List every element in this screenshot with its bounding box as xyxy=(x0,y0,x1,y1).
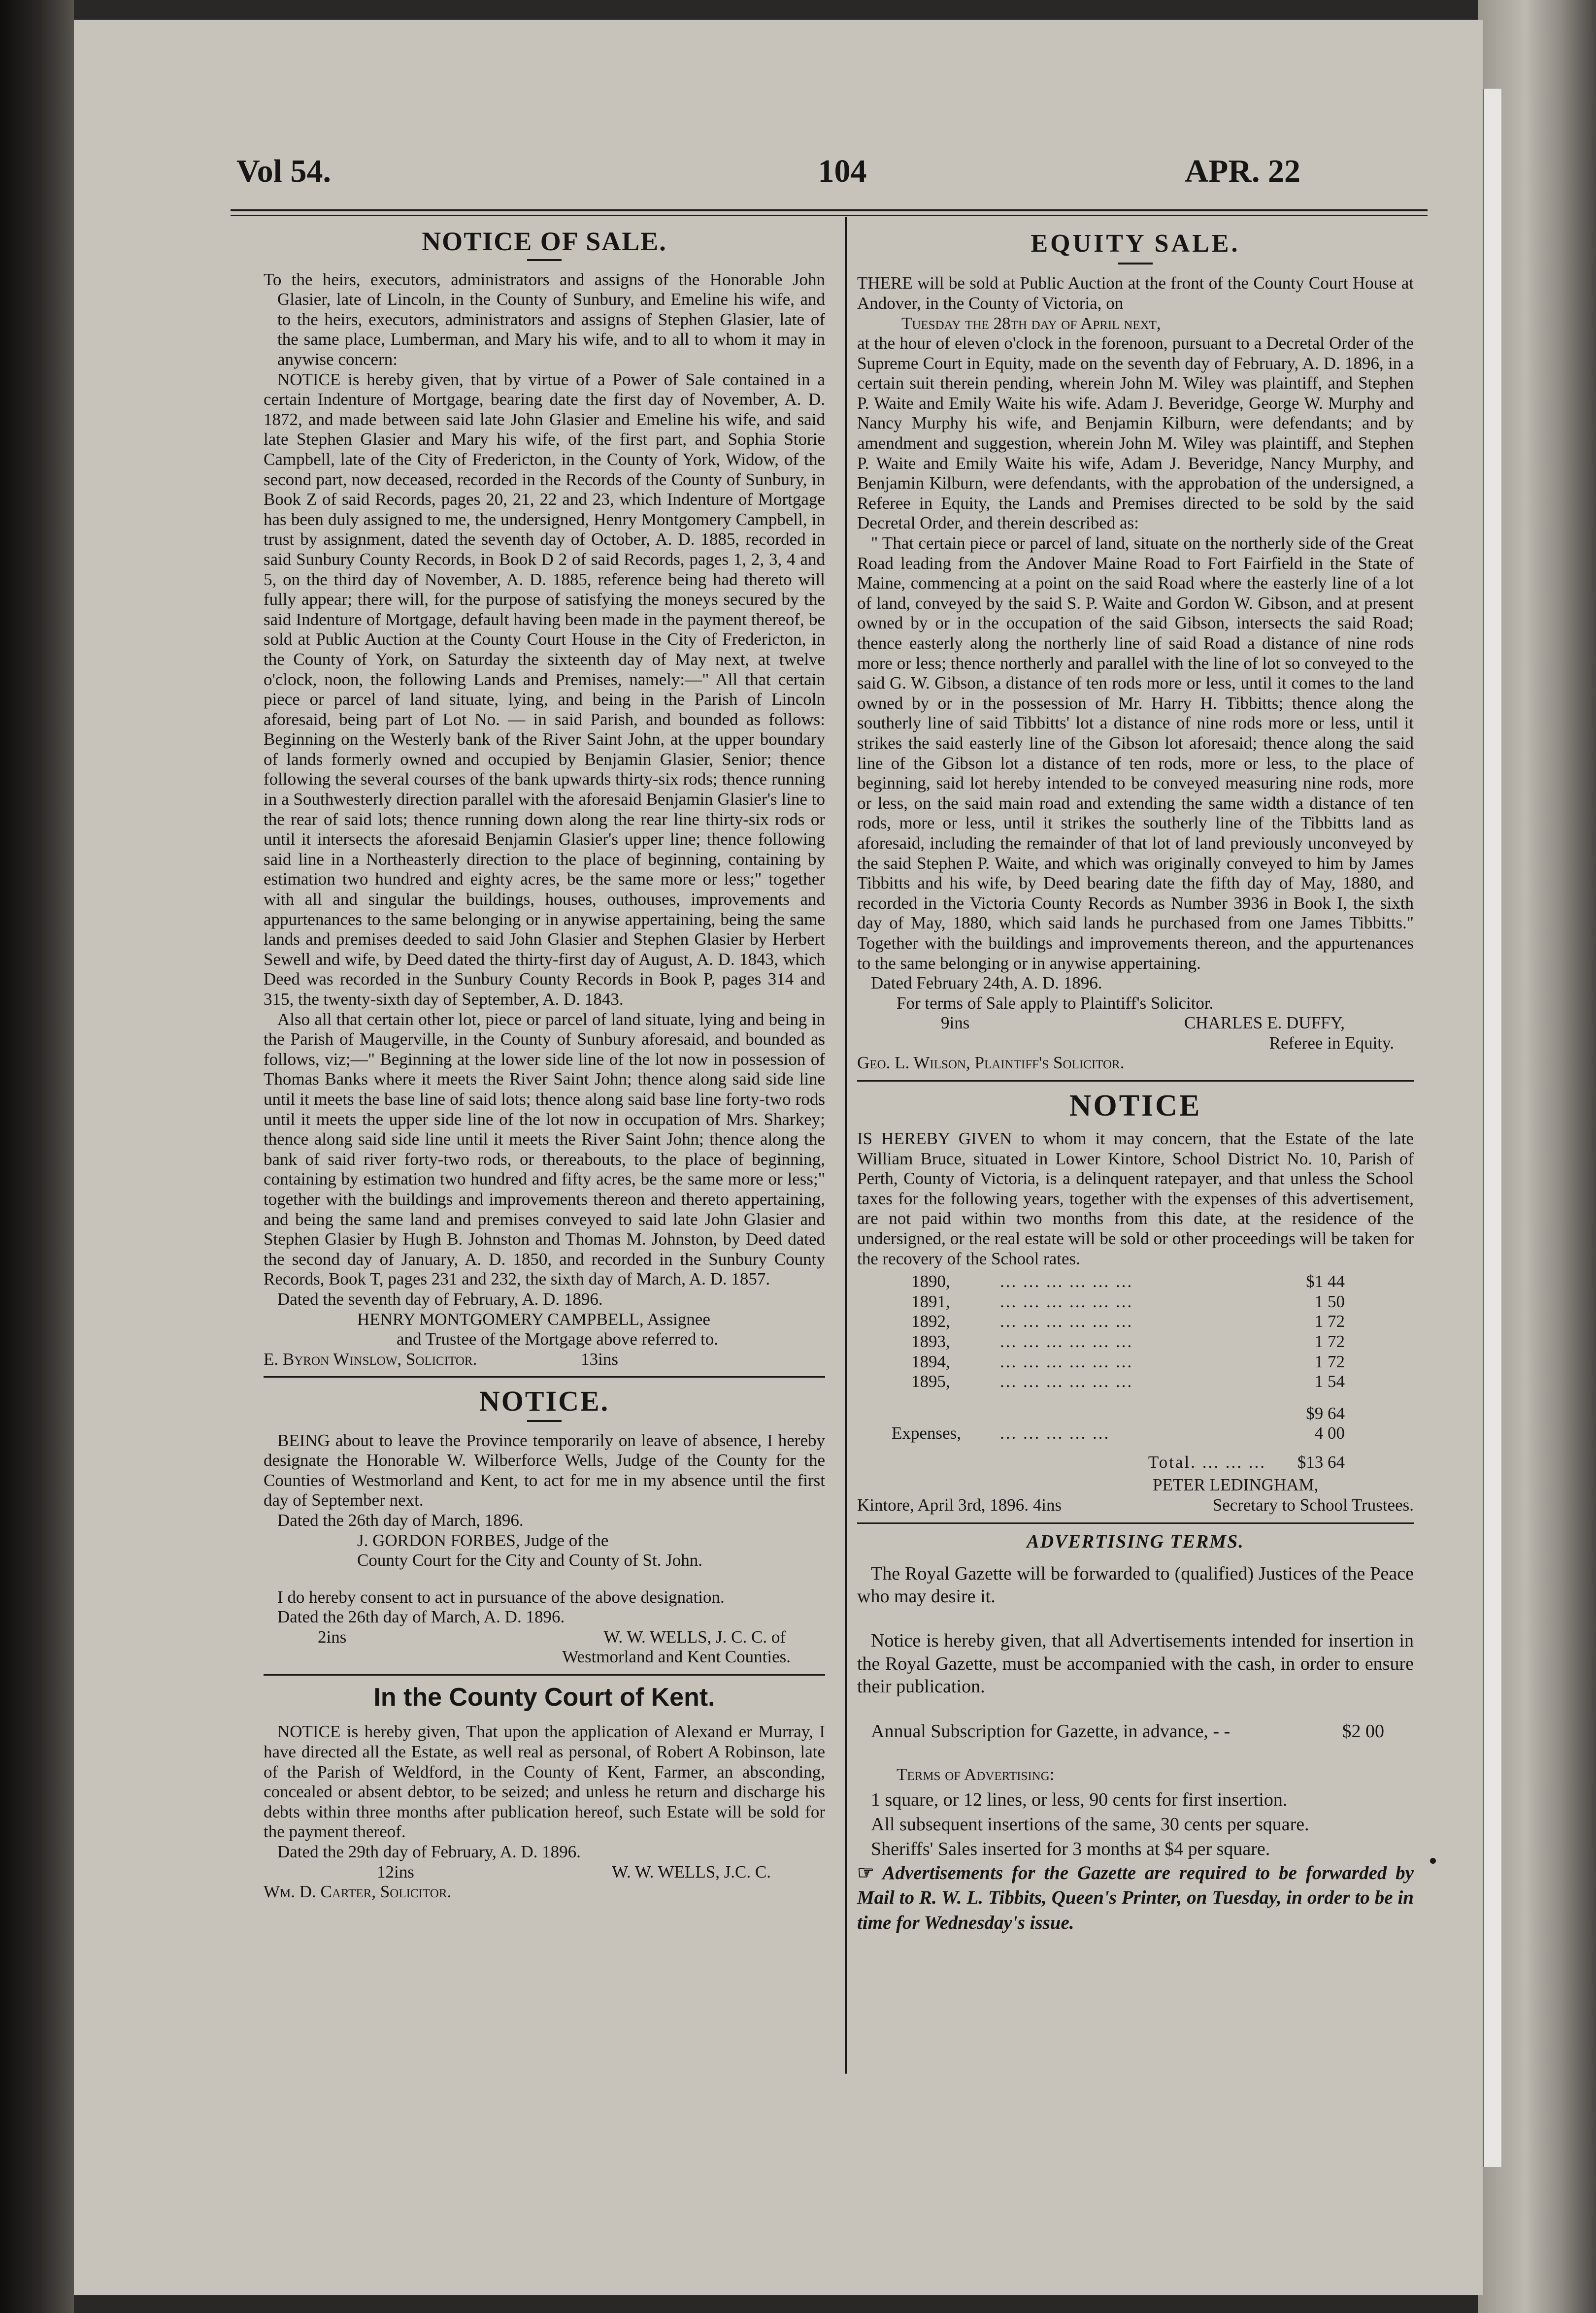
notice-of-sale-address: To the heirs, executors, administrators and assigns of the Honorable John Glasier, late of Lincoln, in the County of Sunbury, and Emeline his wife, and to the heirs, executors, administrators and assigns of Stephen Glasier, late of the same place, Lumberman, and Mary his wife, and to all to whom it may in anywise concern: xyxy=(264,269,825,369)
equity-sale-title: EQUITY SALE. xyxy=(1031,230,1240,258)
notice-bruce-signer: PETER LEDINGHAM, xyxy=(1153,1475,1319,1495)
equity-sale-signer: CHARLES E. DUFFY, xyxy=(1184,1013,1345,1033)
title-dash xyxy=(527,1420,562,1422)
tax-row: 1893, ... ... ... ... ... ... 1 72 xyxy=(911,1331,1345,1351)
notice-bruce-insertions: 4ins xyxy=(1032,1495,1062,1515)
title-dash xyxy=(1118,263,1153,264)
equity-sale-solicitor: Geo. L. Wilson, Plaintiff's Solicitor. xyxy=(857,1053,1125,1073)
terms-heading: Terms of Advertising: xyxy=(897,1764,1055,1784)
advertising-terms xyxy=(857,1531,1414,1936)
term-subsequent: All subsequent insertions of the same, 30 cents per square. xyxy=(871,1814,1309,1835)
notice-bruce-signer-title: Secretary to School Trustees. xyxy=(1212,1495,1414,1515)
pointing-hand-icon: ☞ xyxy=(857,1862,874,1883)
tax-subtotal-row xyxy=(911,1404,1345,1424)
tax-total-row: Total. ... ... ... $13 64 xyxy=(1148,1452,1345,1472)
notice-forbes-signer: J. GORDON FORBES, Judge of the xyxy=(357,1530,609,1550)
advertising-cash-notice: Notice is hereby given, that all Advertisements intended for insertion in the Royal Gazette, must be accompanied with the cash, in order to ensure their publication. xyxy=(857,1630,1414,1697)
notice-of-sale-body: NOTICE is hereby given, that by virtue of a Power of Sale contained in a certain Indenture of Mortgage, bearing date the first day of November, A. D. 1872, and made between said late John Glasier and Emeline his wife, and said late Stephen Glasier and Mary his wife, of the first part, and Sophia Storie Campbell, late of the City of Fredericton, in the County of York, Widow, of the second part, now deceased, recorded in the Records of the County of Sunbury, in Book Z of said Records, pages 20, 21, 22 and 23, which Indenture of Mortgage has been duly assigned to me, the undersigned, Henry Montgomery Campbell, in trust by assignment, dated the seventh day of October, A. D. 1885, recorded in said Sunbury County Records, in Book D 2 of said Records, pages 1, 2, 3, 4 and 5, on the third day of November, A. D. 1885, reference being had thereto will fully appear; there will, for the purpose of satisfying the moneys secured by the said Indenture of Mortgage, default having been made in the payment thereof, be sold at Public Auction at the County Court House in the City of Fredericton, in the County of York, on Saturday the sixteenth day of May next, at twelve o'clock, noon, the following Lands and Premises, namely:—" All that certain piece or parcel of land situate, lying, and being in the Parish of Lincoln aforesaid, being part of Lot No. — in said Parish, and bounded as follows: Beginning on the Westerly bank of the River Saint John, at the upper boundary of lands formerly owned and occupied by Benjamin Glasier, Senior; thence following the several courses of the bank upwards thirty-six rods; thence running in a Southwesterly direction parallel with the aforesaid Benjamin Glasier's line to the rear of said lots; thence running down along the rear line thirty-six rods or until it intersects the aforesaid Benjamin Glasier's upper line; thence following said line in a Northeasterly direction to the place of beginning, containing by estimation two hundred and eighty acres, be the same more or less;" together with all and singular the buildings, houses, outhouses, improvements and appurtenances to the same belonging or in anywise appertaining, being the same lands and premises deeded to said John Glasier and Stephen Glasier by Herbert Sewell and wife, by Deed dated the thirty-first day of August, A. D. 1843, which Deed was recorded in the Sunbury County Records in Book P, pages 314 and 315, the twenty-sixth day of September, A. D. 1843. xyxy=(264,369,825,1009)
tax-table xyxy=(892,1272,1345,1472)
notice-forbes xyxy=(264,1385,825,1667)
subscription-price: $2 00 xyxy=(1342,1720,1384,1742)
tax-subtotal: $9 64 xyxy=(1306,1403,1345,1423)
subscription-label: Annual Subscription for Gazette, in advance, - - xyxy=(871,1720,1230,1742)
newspaper-page xyxy=(74,20,1483,2295)
notice-bruce xyxy=(857,1089,1414,1516)
equity-sale-date-line: Tuesday the 28th day of April next, xyxy=(901,313,1161,333)
advertising-justices: The Royal Gazette will be forwarded to (qualified) Justices of the Peace who may desire it. xyxy=(857,1563,1414,1607)
kent-court-title: In the County Court of Kent. xyxy=(373,1683,715,1712)
notice-of-sale-signer: HENRY MONTGOMERY CAMPBELL, Assignee xyxy=(357,1309,710,1329)
ink-dot xyxy=(1430,1858,1436,1864)
tax-row: 1892, ... ... ... ... ... ... 1 72 xyxy=(911,1312,1345,1331)
tax-row: 1895, ... ... ... ... ... ... 1 54 xyxy=(911,1372,1345,1391)
notice-of-sale xyxy=(264,226,825,1369)
notice-forbes-signer-2: W. W. WELLS, J. C. C. of xyxy=(603,1627,786,1647)
kent-court-solicitor: Wm. D. Carter, Solicitor. xyxy=(264,1882,452,1902)
notice-bruce-place-date: Kintore, April 3rd, 1896. xyxy=(857,1495,1029,1515)
notice-bruce-body: IS HEREBY GIVEN to whom it may concern, that the Estate of the late William Bruce, situated in Lower Kintore, School District No. 10, Parish of Perth, County of Victoria, is a delinquent ratepayer, and that unless the School taxes for the following years, together with the expenses of this advertisement, are not paid within two months from this date, at the residence of the undersigned, or the real estate will be sold or other proceedings will be taken for the recovery of the School rates. xyxy=(857,1128,1414,1268)
notice-forbes-insertions: 2ins xyxy=(318,1627,347,1647)
notice-of-sale-dated: Dated the seventh day of February, A. D. 1896. xyxy=(277,1289,603,1309)
section-rule xyxy=(857,1080,1414,1082)
kent-court-notice xyxy=(264,1683,825,1902)
kent-court-signer: W. W. WELLS, J.C. C. xyxy=(612,1862,771,1882)
notice-forbes-dated-2: Dated the 26th day of March, A. D. 1896. xyxy=(277,1607,565,1627)
kent-court-body: NOTICE is hereby given, That upon the application of Alexand er Murray, I have directed all the Estate, as well real as personal, of Robert A Robinson, late of the Parish of Weldford, in the County of Kent, Farmer, an absconding, concealed or absent debtor, to be seized; and unless he return and discharge his debts within three months after publication hereof, such Estate will be sold for the payment thereof. xyxy=(264,1722,825,1842)
equity-sale-terms: For terms of Sale apply to Plaintiff's Solicitor. xyxy=(897,993,1214,1013)
page-edge xyxy=(1483,89,1501,2167)
notice-forbes-body: BEING about to leave the Province temporarily on leave of absence, I hereby designate the Honorable W. Wilberforce Wells, Judge of the County for the Counties of Westmorland and Kent, to act for me in my absence until the first day of September next. xyxy=(264,1430,825,1510)
advertising-title: ADVERTISING TERMS. xyxy=(1027,1531,1244,1552)
column-divider xyxy=(845,217,847,2074)
scan-binding-shadow xyxy=(0,0,74,2313)
equity-sale-description: " That certain piece or parcel of land, situate on the northerly side of the Great Road leading from the Andover Maine Road to Fort Fairfield in the State of Maine, commencing at a point on the said Road where the easterly line of a lot of land, conveyed by the said S. P. Waite and Gordon W. Gibson, and at present owned by or in the occupation of the said Gibson, intersects the said Road; thence easterly along the northerly line of said Road a distance of nine rods more or less; thence northerly and parallel with the line of lot so conveyed to the said G. W. Gibson, a distance of ten rods more or less, until it comes to the land owned by or in the possession of Mr. Harry H. Tibbitts; thence along the southerly line of said Tibbitts' lot a distance of nine rods more or less, until it strikes the said easterly line of the Gibson lot aforesaid; thence along the said line of the Gibson lot a distance of ten rods, more or less, to the place of beginning, said lot hereby intended to be conveyed measuring nine rods, more or less, on the said main road and extending the same width a distance of ten rods, more or less, until it strikes the southerly line of the Tibbitts land as aforesaid, including the remainder of that lot of land previously unconveyed by the said Stephen P. Waite, and which was originally conveyed to him by James Tibbitts and his wife, by Deed bearing date the fifth day of May, 1880, and recorded in the Victoria County Records as Number 3936 in Book I, the sixth day of May, 1880, which said lands he purchased from one James Tibbitts." Together with the buildings and improvements thereon, and the appurtenances to the same belonging or in anywise appertaining. xyxy=(857,533,1414,973)
mail-notice xyxy=(857,1861,1414,1936)
equity-sale-body: at the hour of eleven o'clock in the forenoon, pursuant to a Decretal Order of the Supreme Court in Equity, made on the seventh day of February, A. D. 1896, in a certain suit therein pending, wherein John M. Wiley was plaintiff, and Stephen P. Waite and Emily Waite his wife. Adam J. Beveridge, George W. Murphy and Nancy Murphy his wife, and Benjamin Kilburn, were defendants; and by amendment and suggestion, wherein John M. Wiley was plaintiff, and Stephen P. Waite and Emily Waite his wife, Adam J. Beveridge, Nancy Murphy, and Benjamin Kilburn, were defendants, with the approbation of the undersigned, a Referee in Equity, the Lands and Premises directed to be sold by the said Decretal Order, and therein described as: xyxy=(857,333,1414,533)
header-rule xyxy=(231,209,1428,211)
notice-of-sale-insertions: 13ins xyxy=(581,1349,618,1369)
issue-date: APR. 22 xyxy=(1185,153,1300,189)
section-rule xyxy=(264,1674,825,1676)
equity-sale-signer-title: Referee in Equity. xyxy=(1269,1033,1394,1053)
equity-sale-insertions: 9ins xyxy=(941,1013,970,1033)
left-column xyxy=(264,219,825,1902)
title-dash xyxy=(527,259,562,261)
notice-forbes-dated: Dated the 26th day of March, 1896. xyxy=(277,1510,524,1530)
notice-of-sale-title: NOTICE OF SALE. xyxy=(422,227,667,256)
tax-row: 1891, ... ... ... ... ... ... 1 50 xyxy=(911,1291,1345,1311)
notice-of-sale-solicitor: E. Byron Winslow, Solicitor. xyxy=(264,1349,477,1369)
page-number: 104 xyxy=(818,153,867,189)
header-rule-thin xyxy=(231,215,1428,216)
section-rule xyxy=(264,1376,825,1378)
section-rule xyxy=(857,1522,1414,1524)
notice-of-sale-signer-title: and Trustee of the Mortgage above referred to. xyxy=(397,1329,719,1349)
tax-row: 1890, ... ... ... ... ... ... $1 44 xyxy=(911,1272,1345,1291)
notice-forbes-signer-title: County Court for the City and County of St. John. xyxy=(357,1551,702,1570)
kent-court-insertions: 12ins xyxy=(377,1862,414,1882)
equity-sale-intro: THERE will be sold at Public Auction at the front of the County Court House at Andover, in the County of Victoria, on xyxy=(857,273,1414,313)
tax-row: 1894, ... ... ... ... ... ... 1 72 xyxy=(911,1352,1345,1371)
notice-forbes-consent: I do hereby consent to act in pursuance of the above designation. xyxy=(277,1587,725,1607)
term-sheriffs-sales: Sheriffs' Sales inserted for 3 months at $4 per square. xyxy=(871,1839,1270,1860)
equity-sale xyxy=(857,229,1414,1073)
tax-expenses-row: Expenses, ... ... ... ... ... 4 00 xyxy=(892,1423,1345,1443)
notice-forbes-title: NOTICE. xyxy=(479,1385,610,1418)
term-first-insertion: 1 square, or 12 lines, or less, 90 cents for first insertion. xyxy=(871,1789,1288,1810)
mail-notice-text: Advertisements for the Gazette are required to be forwarded by Mail to R. W. L. Tibbits, Queen's Printer, on Tuesday, in order to be in time for Wednesday's issue. xyxy=(857,1862,1414,1934)
equity-sale-dated: Dated February 24th, A. D. 1896. xyxy=(871,973,1102,993)
notice-bruce-title: NOTICE xyxy=(1069,1089,1202,1123)
notice-of-sale-body-2: Also all that certain other lot, piece or parcel of land situate, lying and being in the Parish of Maugerville, in the County of Sunbury aforesaid, and bounded as follows, viz;—" Beginning at the lower side line of the lot now in possession of Thomas Banks where it meets the River Saint John; thence along said side line until it meets the base line of said lots; thence along said base line forty-two rods until it meets the upper side line of the lot now in occupation of Mrs. Sharkey; thence along said side line until it meets the River Saint John; thence along the bank of said river forty-two rods, or thereabouts, to the place of beginning, containing by estimation two hundred and fifty acres, be the same more or less;" together with the buildings and improvements thereon and thereto appertaining, and being the same land and premises conveyed to said late John Glasier and Stephen Glasier by Hugh B. Johnston and Thomas M. Johnston, by Deed dated the second day of January, A. D. 1850, and recorded in the Sunbury County Records, Book T, pages 231 and 232, the sixth day of March, A. D. 1857. xyxy=(264,1009,825,1289)
notice-forbes-signer-2-title: Westmorland and Kent Counties. xyxy=(562,1647,791,1667)
kent-court-dated: Dated the 29th day of February, A. D. 1896. xyxy=(277,1842,581,1861)
volume-label: Vol 54. xyxy=(236,153,331,189)
right-column xyxy=(857,219,1414,1936)
